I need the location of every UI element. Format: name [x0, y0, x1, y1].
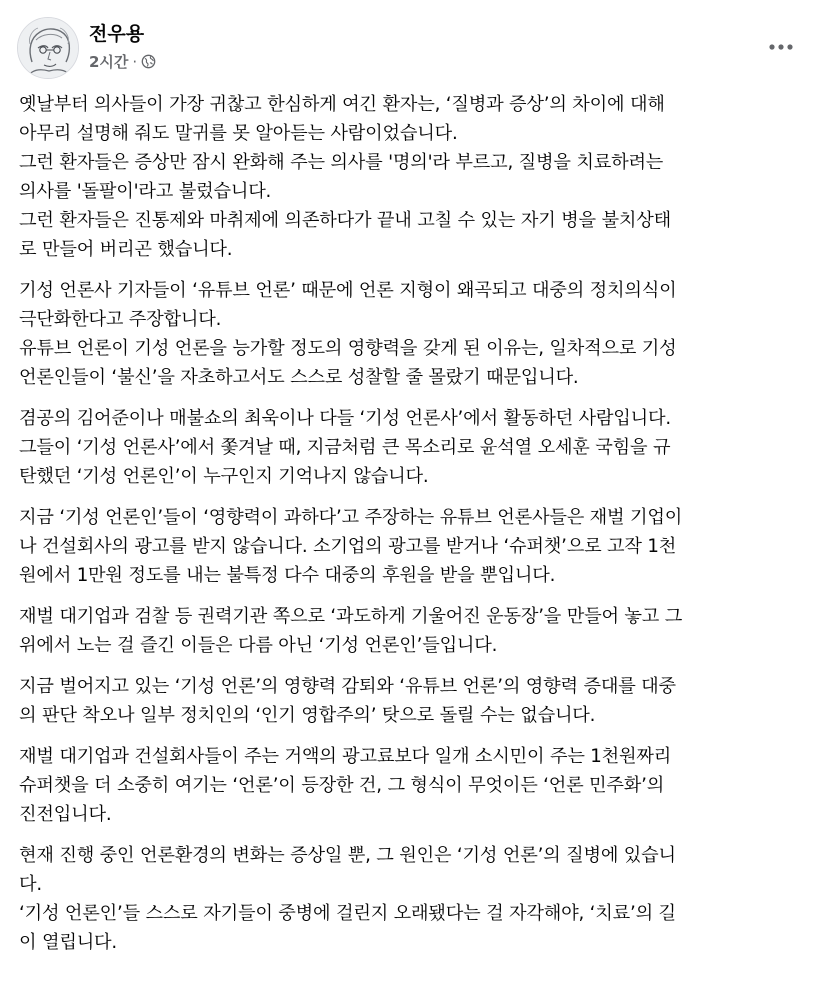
- post-text-line: 슈퍼챗을 더 소중히 여기는 ‘언론’이 등장한 건, 그 형식이 무엇이든 ‘언론 민주화’의: [19, 775, 665, 796]
- post-meta: [89, 51, 156, 72]
- post-text-line: 그런 환자들은 증상만 잠시 완화해 주는 의사를 '명의'라 부르고, 질병을 치료하려는: [19, 152, 664, 173]
- post-text-line: 겸공의 김어준이나 매불쇼의 최욱이나 다들 ‘기성 언론사’에서 활동하던 사람입니다.: [19, 408, 671, 429]
- post-text-line: 현재 진행 중인 언론환경의 변화는 증상일 뿐, 그 원인은 ‘기성 언론’의 질병에 있습니: [19, 845, 676, 866]
- avatar-sketch-icon: [18, 18, 79, 79]
- post-text-line: 옛날부터 의사들이 가장 귀찮고 한심하게 여긴 환자는, ‘질병과 증상’의 차이에 대해: [19, 94, 665, 115]
- author-name[interactable]: 전우용: [89, 23, 145, 45]
- post-text-line: 재벌 대기업과 건설회사들이 주는 거액의 광고료보다 일개 소시민이 주는 1천원짜리: [19, 746, 672, 767]
- post-text-line: 극단화한다고 주장합니다.: [19, 309, 222, 330]
- post-body: [19, 90, 809, 969]
- post-paragraph: [19, 404, 809, 491]
- post-paragraph: [19, 841, 809, 957]
- more-options-button[interactable]: [763, 29, 799, 65]
- post-text-line: 유튜브 언론이 기성 언론을 능가할 정도의 영향력을 갖게 된 이유는, 일차적으로 기성: [19, 338, 677, 359]
- post-text-line: 언론인들이 ‘불신’을 자초하고서도 스스로 성찰할 줄 몰랐기 때문입니다.: [19, 367, 579, 388]
- author-avatar[interactable]: [17, 17, 79, 79]
- post-text-line: 원에서 1만원 정도를 내는 불특정 다수 대중의 후원을 받을 뿐입니다.: [19, 565, 556, 586]
- post-paragraph: [19, 602, 809, 660]
- post-timestamp[interactable]: 2시간: [89, 53, 129, 71]
- post-text-line: 나 건설회사의 광고를 받지 않습니다. 소기업의 광고를 받거나 ‘슈퍼챗’으로 고작 1천: [19, 536, 677, 557]
- post-text-line: 기성 언론사 기자들이 ‘유튜브 언론’ 때문에 언론 지형이 왜곡되고 대중의 정치의식이: [19, 280, 677, 301]
- post-text-line: 지금 ‘기성 언론인’들이 ‘영향력이 과하다’고 주장하는 유튜브 언론사들은 재벌 기업이: [19, 507, 683, 528]
- post-paragraph: [19, 742, 809, 829]
- post-text-line: 아무리 설명해 줘도 말귀를 못 알아듣는 사람이었습니다.: [19, 123, 458, 144]
- post-text-line: 진전입니다.: [19, 804, 112, 825]
- globe-icon[interactable]: [141, 54, 156, 69]
- post-text-line: 재벌 대기업과 검찰 등 권력기관 쪽으로 ‘과도하게 기울어진 운동장’을 만들어 놓고 그: [19, 606, 683, 627]
- post-text-line: ‘기성 언론인’들 스스로 자기들이 중병에 걸린지 오래됐다는 걸 자각해야, ‘치료’의 길: [19, 903, 676, 924]
- post-text-line: 그들이 ‘기성 언론사’에서 쫓겨날 때, 지금처럼 큰 목소리로 윤석열 오세훈 국힘을 규: [19, 437, 671, 458]
- post-text-line: 그런 환자들은 진통제와 마취제에 의존하다가 끝내 고칠 수 있는 자기 병을 불치상태: [19, 210, 671, 231]
- post-paragraph: [19, 503, 809, 590]
- meta-separator: ·: [132, 52, 138, 71]
- post-text-line: 로 만들어 버리곤 했습니다.: [19, 239, 233, 260]
- post-text-line: 탄했던 ‘기성 언론인’이 누구인지 기억나지 않습니다.: [19, 466, 429, 487]
- post-text-line: 의사를 '돌팔이'라고 불렀습니다.: [19, 181, 272, 202]
- post-text-line: 이 열립니다.: [19, 932, 118, 953]
- post-paragraph: [19, 90, 809, 264]
- post-header: [17, 17, 801, 81]
- more-options-icon: [769, 44, 793, 50]
- post-text-line: 다.: [19, 874, 42, 895]
- post-paragraph: [19, 672, 809, 730]
- post-text-line: 지금 벌어지고 있는 ‘기성 언론’의 영향력 감퇴와 ‘유튜브 언론’의 영향력 증대를 대중: [19, 676, 676, 697]
- post-paragraph: [19, 276, 809, 392]
- post-text-line: 의 판단 착오나 일부 정치인의 ‘인기 영합주의’ 탓으로 돌릴 수는 없습니다.: [19, 705, 596, 726]
- post-text-line: 위에서 노는 걸 즐긴 이들은 다름 아닌 ‘기성 언론인’들입니다.: [19, 635, 498, 656]
